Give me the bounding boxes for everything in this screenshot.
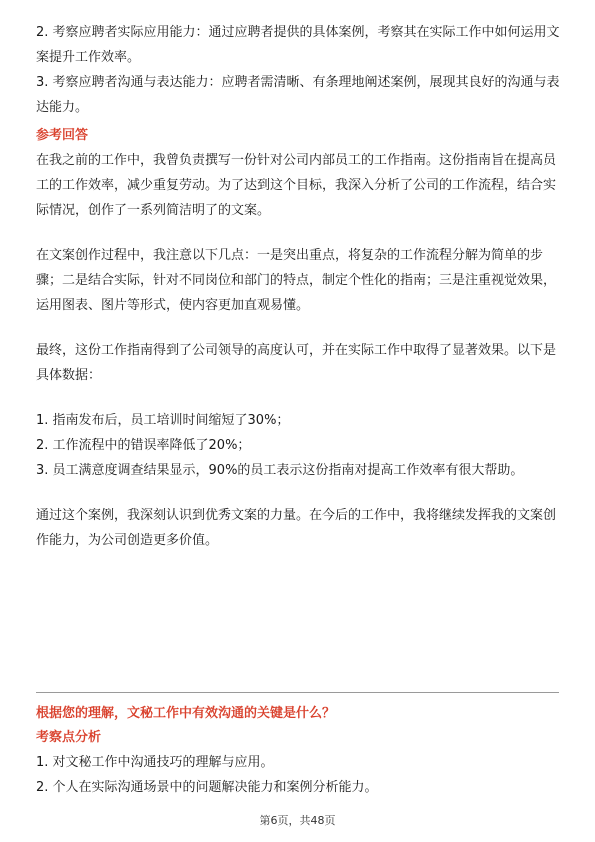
answer-section [36,20,564,553]
section-divider [36,692,559,693]
page-number: 第6页，共48页 [259,814,336,827]
question-title: 根据您的理解，文秘工作中有效沟通的关键是什么？ [36,706,336,721]
paragraph: 最终，这份工作指南得到了公司领导的高度认可，并在实际工作中取得了显著效果。以下是具体数据： [36,343,557,383]
list-item: 3. 员工满意度调查结果显示，90%的员工表示这份指南对提高工作效率有很大帮助。 [36,463,524,478]
list-item: 3. 考察应聘者沟通与表达能力：应聘者需清晰、有条理地阐述案例，展现其良好的沟通与表达能力。 [36,75,560,115]
paragraph: 通过这个案例，我深刻认识到优秀文案的力量。在今后的工作中，我将继续发挥我的文案创作能力，为公司创造更多价值。 [36,508,557,548]
paragraph: 在我之前的工作中，我曾负责撰写一份针对公司内部员工的工作指南。这份指南旨在提高员工的工作效率，减少重复劳动。为了达到这个目标，我深入分析了公司的工作流程，结合实际情况，创作了一系列简洁明了的文案。 [36,153,557,218]
question-section [36,702,564,800]
analysis-heading: 考察点分析 [36,730,102,745]
list-item: 2. 个人在实际沟通场景中的问题解决能力和案例分析能力。 [36,780,378,795]
answer-heading: 参考回答 [36,128,89,143]
list-item: 2. 工作流程中的错误率降低了20%； [36,438,251,453]
list-item: 1. 对文秘工作中沟通技巧的理解与应用。 [36,755,274,770]
list-item: 2. 考察应聘者实际应用能力：通过应聘者提供的具体案例，考察其在实际工作中如何运用文案提升工作效率。 [36,25,560,65]
paragraph: 在文案创作过程中，我注意以下几点：一是突出重点，将复杂的工作流程分解为简单的步骤；二是结合实际，针对不同岗位和部门的特点，制定个性化的指南；三是注重视觉效果，运用图表、图片等形式，使内容更加直观易懂。 [36,248,557,313]
list-item: 1. 指南发布后，员工培训时间缩短了30%； [36,413,290,428]
